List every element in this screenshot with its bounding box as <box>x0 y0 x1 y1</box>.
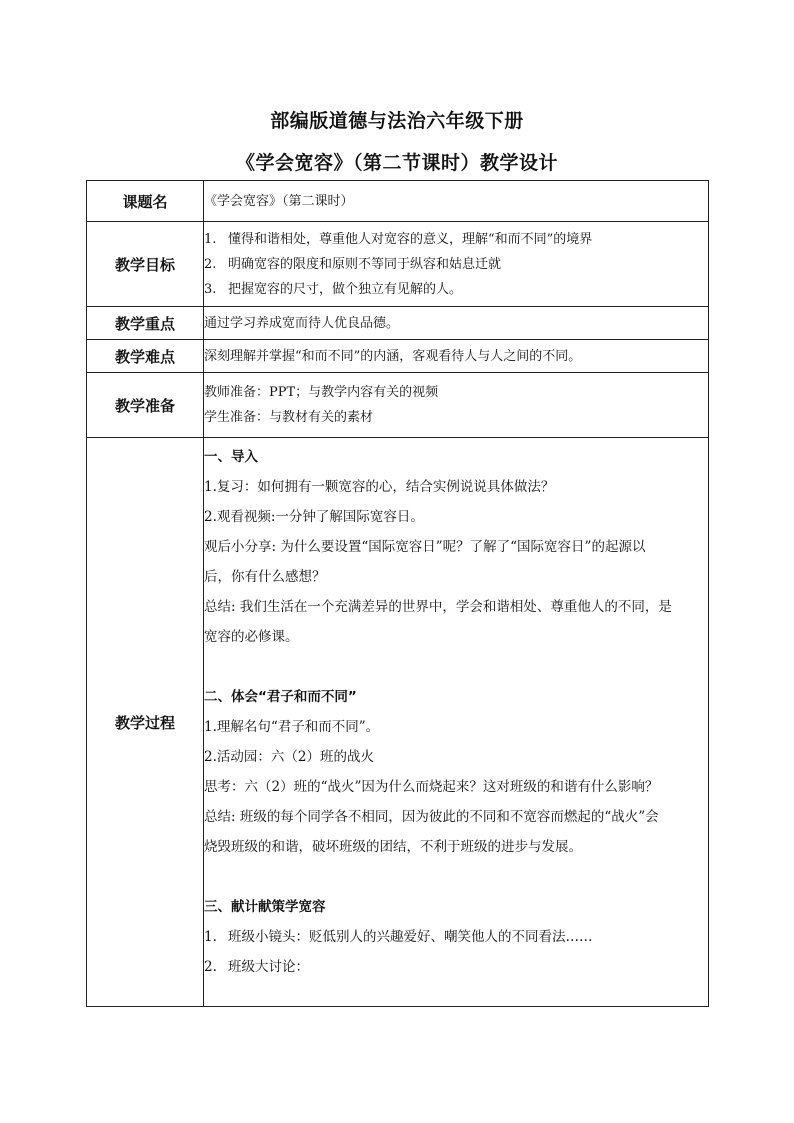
table-row <box>87 438 709 1007</box>
list-item <box>204 922 708 952</box>
list-item <box>204 277 708 302</box>
paragraph: 宽容的必修课。 <box>204 629 299 645</box>
row-label-difficulty: 教学难点 <box>87 340 204 373</box>
process-content <box>204 438 709 1007</box>
row-label-key: 教学重点 <box>87 307 204 340</box>
table-row <box>87 340 709 373</box>
list-item-text: 班级小镜头：贬低别人的兴趣爱好、嘲笑他人的不同看法…… <box>228 929 593 945</box>
list-item-text: 明确宽容的限度和原则不等同于纵容和姑息迁就 <box>228 256 502 272</box>
paragraph: 总结: 班级的每个同学各不相同，因为彼此的不同和不宽容而燃起的“战火”会 <box>204 809 659 825</box>
list-item-number: 3. <box>204 281 217 297</box>
paragraph: 1.复习：如何拥有一颗宽容的心，结合实例说说具体做法？ <box>204 479 555 495</box>
table-row <box>87 181 709 222</box>
document-subtitle: 《学会宽容》（第二节课时）教学设计 <box>235 152 558 174</box>
list-item-number: 1. <box>204 231 217 247</box>
list-item <box>204 952 708 982</box>
list-item <box>204 252 708 277</box>
list-item-number: 1. <box>204 929 217 945</box>
topic-value: 《学会宽容》（第二课时） <box>204 181 709 222</box>
paragraph: 2.观看视频:一分钟了解国际宽容日。 <box>204 509 424 525</box>
paragraph: 观后小分享: 为什么要设置“国际宽容日”呢？了解了“国际宽容日”的起源以 <box>204 539 646 555</box>
section-title-harmony: 二、体会“君子和而不同” <box>204 689 357 705</box>
table-row <box>87 307 709 340</box>
paragraph: 1.理解名句“君子和而不同”。 <box>204 719 380 735</box>
lesson-plan-table <box>86 180 709 1007</box>
goals-list <box>204 222 709 307</box>
row-label-topic: 课题名 <box>87 181 204 222</box>
paragraph: 思考：六（2）班的“战火”因为什么而烧起来？这对班级的和谐有什么影响？ <box>204 779 659 795</box>
student-prep: 学生准备：与教材有关的素材 <box>204 410 374 425</box>
list-item <box>204 227 708 252</box>
paragraph: 烧毁班级的和谐，破坏班级的团结，不利于班级的进步与发展。 <box>204 839 582 855</box>
document-title: 部编版道德与法治六年级下册 <box>270 110 524 132</box>
section-title-intro: 一、导入 <box>204 449 258 465</box>
row-label-prep: 教学准备 <box>87 373 204 438</box>
teacher-prep: 教师准备：PPT；与教学内容有关的视频 <box>204 385 439 400</box>
paragraph: 2.活动园：六（2）班的战火 <box>204 749 374 765</box>
list-item-text: 把握宽容的尺寸，做个独立有见解的人。 <box>228 281 463 297</box>
prep-value <box>204 373 709 438</box>
section-title-tolerance: 三、献计献策学宽容 <box>204 899 326 915</box>
key-value: 通过学习养成宽而待人优良品德。 <box>204 307 709 340</box>
paragraph: 后，你有什么感想？ <box>204 569 326 585</box>
list-item-text: 班级大讨论： <box>228 959 309 975</box>
list-item-number: 2. <box>204 959 217 975</box>
table-row <box>87 222 709 307</box>
paragraph: 总结: 我们生活在一个充满差异的世界中，学会和谐相处、尊重他人的不同，是 <box>204 599 672 615</box>
row-label-process: 教学过程 <box>87 438 204 1007</box>
table-row <box>87 373 709 438</box>
list-item-number: 2. <box>204 256 217 272</box>
row-label-goals: 教学目标 <box>87 222 204 307</box>
list-item-text: 懂得和谐相处，尊重他人对宽容的意义，理解“和而不同”的境界 <box>228 231 593 247</box>
difficulty-value: 深刻理解并掌握“和而不同”的内涵，客观看待人与人之间的不同。 <box>204 340 709 373</box>
